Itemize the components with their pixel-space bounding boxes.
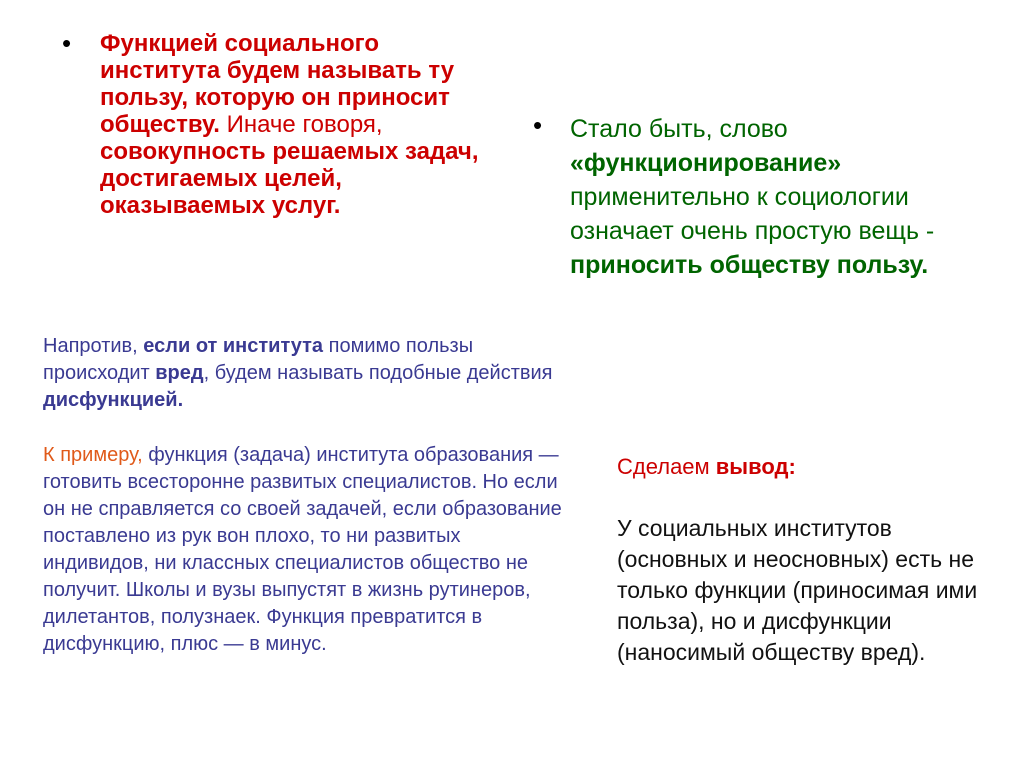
dysfunction-text-1: Напротив, (43, 335, 144, 357)
dysfunction-paragraph (43, 333, 563, 414)
dysfunction-text-6: дисфункцией. (43, 389, 184, 411)
functioning-meaning-text (570, 112, 1000, 282)
conclusion-heading (617, 453, 997, 481)
functioning-term: «функционирование» (570, 149, 842, 177)
dysfunction-text-3: помимо пользы происходит (43, 335, 474, 384)
bullet-marker-1: • (62, 28, 72, 58)
example-lead: К примеру, (43, 444, 143, 466)
example-body: функция (задача) института образования — готовить всесторонне развитых специалистов. Но если он не справляется со своей задачей, если образование поставлено из рук вон плохо, то ни развитых индивидов, ни классных специалистов общество не получит. Школы и вузы выпустят в жизнь рутинеров, дилетантов, полузнаек. Функция превратится в дисфункцию, плюс — в минус. (43, 444, 562, 655)
definition-list-text: совокупность решаемых задач, достигаемых целей, оказываемых услуг. (100, 138, 479, 219)
functioning-intro: Стало быть, слово (570, 115, 788, 143)
definition-plain-text: Иначе говоря, (219, 111, 383, 138)
dysfunction-text-4: вред (155, 362, 204, 384)
social-institution-function-definition (100, 30, 500, 219)
education-example-paragraph (43, 442, 563, 658)
conclusion-word: вывод: (715, 454, 796, 479)
dysfunction-text-2: если от института (143, 335, 324, 357)
conclusion-summary: У социальных институтов (основных и неосновных) есть не только функции (приносимая ими польза), но и дисфункции (наносимый обществу вред). (617, 515, 978, 665)
dysfunction-text-5: , будем называть подобные действия (203, 362, 553, 384)
conclusion-lead: Сделаем (617, 454, 716, 479)
definition-bold-text: Функцией социального института будем называть ту пользу, которую он приносит обществу. (100, 30, 455, 138)
functioning-conclusion: приносить обществу пользу. (570, 251, 929, 279)
bullet-marker-2: • (533, 110, 543, 140)
functioning-explanation: применительно к социологии означает очень простую вещь - (570, 183, 935, 245)
